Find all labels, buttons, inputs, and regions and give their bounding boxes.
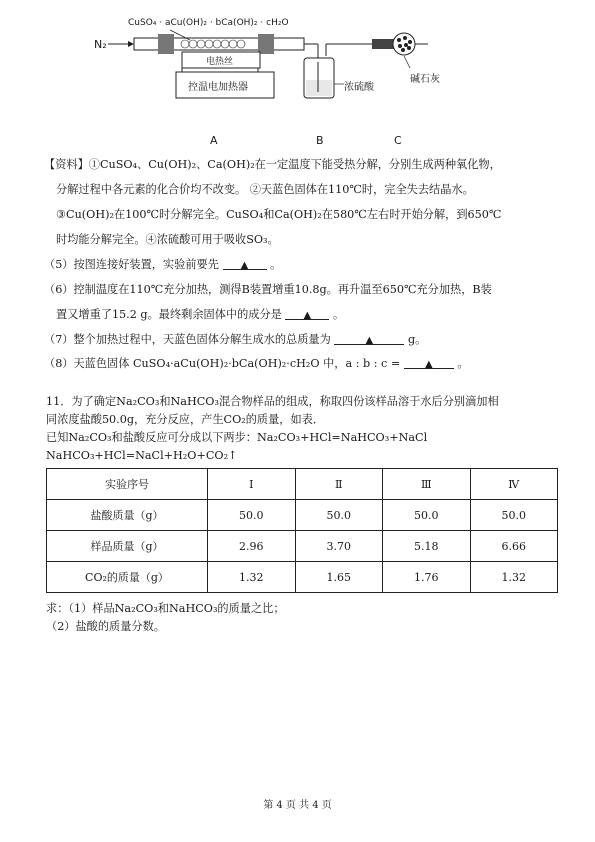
table-row: [47, 500, 558, 531]
triangle-marker: ▲: [303, 310, 312, 321]
page-footer: 第 4 页 共 4 页: [263, 800, 332, 811]
table-cell: 6.66: [470, 531, 558, 562]
table-cell: 1.76: [383, 562, 471, 593]
answer-blank-6: [285, 308, 329, 320]
answer-blank-7: [334, 333, 404, 345]
info-line-3: ③Cu(OH)₂在100℃时分解完全。CuSO₄和Ca(OH)₂在580℃左右时开始分解，到650℃: [56, 208, 502, 221]
table-cell: 50.0: [470, 500, 558, 531]
lime-label: 碱石灰: [410, 74, 440, 85]
question-6-line-2: 置又增重了15.2 g。最终剩余固体中的成分是 ▲ 。: [56, 308, 345, 321]
table-cell: 1.32: [470, 562, 558, 593]
table-cell: 1.32: [208, 562, 296, 593]
table-cell: 50.0: [295, 500, 383, 531]
q11-line-1: 11．为了确定Na₂CO₃和NaHCO₃混合物样品的组成，称取四份该样品溶于水后分别滴加相: [46, 395, 499, 408]
ask-line-2: （2）盐酸的质量分数。: [46, 620, 165, 633]
label-b: B: [316, 134, 324, 147]
table-cell: 盐酸质量（g）: [47, 500, 208, 531]
table-row: [47, 531, 558, 562]
table-header-cell: Ⅳ: [470, 469, 558, 500]
table-header-cell: Ⅱ: [295, 469, 383, 500]
question-8: （8）天蓝色固体 CuSO₄·aCu(OH)₂·bCa(OH)₂·cH₂O 中，a : b : c = ▲ 。: [44, 357, 469, 370]
triangle-marker: ▲: [365, 335, 374, 346]
q11-line-2: 同浓度盐酸50.0g，充分反应，产生CO₂的质量，如表．: [46, 413, 325, 426]
answer-blank-8: [404, 357, 454, 369]
table-header-row: [47, 469, 558, 500]
heater-wire-label: 电热丝: [206, 57, 234, 67]
acid-label: 浓硫酸: [344, 82, 374, 93]
table-cell: 2.96: [208, 531, 296, 562]
table-header-cell: Ⅲ: [383, 469, 471, 500]
formula-label: CuSO₄ · aCu(OH)₂ · bCa(OH)₂ · cH₂O: [128, 18, 289, 28]
table-row: [47, 562, 558, 593]
question-5: （5）按图连接好装置，实验前要先 ▲ 。: [44, 258, 282, 271]
table-cell: 样品质量（g）: [47, 531, 208, 562]
table-cell: 50.0: [208, 500, 296, 531]
question-6-line-1: （6）控制温度在110℃充分加热，测得B装置增重10.8g。再升温至650℃充分加热，B装: [44, 283, 492, 296]
question-7: （7）整个加热过程中，天蓝色固体分解生成水的总质量为 ▲ g。: [44, 333, 427, 346]
label-c: C: [394, 134, 402, 147]
table-header-cell: 实验序号: [47, 469, 208, 500]
info-line-4: 时均能分解完全。④浓硫酸可用于吸收SO₃。: [56, 233, 279, 246]
triangle-marker: ▲: [240, 260, 249, 271]
table-cell: 3.70: [295, 531, 383, 562]
answer-blank-5: [223, 258, 267, 270]
info-line-2: 分解过程中各元素的化合价均不改变。 ②天蓝色固体在110℃时，完全失去结晶水。: [56, 183, 474, 196]
heater-label: 控温电加热器: [188, 82, 248, 93]
table-header-cell: Ⅰ: [208, 469, 296, 500]
q11-line-3: 已知Na₂CO₃和盐酸反应可分成以下两步：Na₂CO₃+HCl=NaHCO₃+NaCl: [46, 431, 428, 444]
table-cell: 1.65: [295, 562, 383, 593]
question-5-text: （5）按图连接好装置，实验前要先: [44, 258, 219, 271]
q11-line-4: NaHCO₃+HCl=NaCl+H₂O+CO₂↑: [46, 449, 238, 462]
n2-label: N₂: [94, 38, 107, 51]
apparatus-diagram: [0, 0, 595, 110]
ask-line-1: 求：（1）样品Na₂CO₃和NaHCO₃的质量之比；: [46, 602, 285, 615]
table-cell: 5.18: [383, 531, 471, 562]
info-line-1: 【资料】①CuSO₄、Cu(OH)₂、Ca(OH)₂在一定温度下能受热分解，分别生成两种氧化物，: [44, 158, 501, 171]
data-table: [46, 468, 558, 593]
label-a: A: [210, 134, 218, 147]
triangle-marker: ▲: [424, 359, 433, 370]
table-cell: 50.0: [383, 500, 471, 531]
table-cell: CO₂的质量（g）: [47, 562, 208, 593]
